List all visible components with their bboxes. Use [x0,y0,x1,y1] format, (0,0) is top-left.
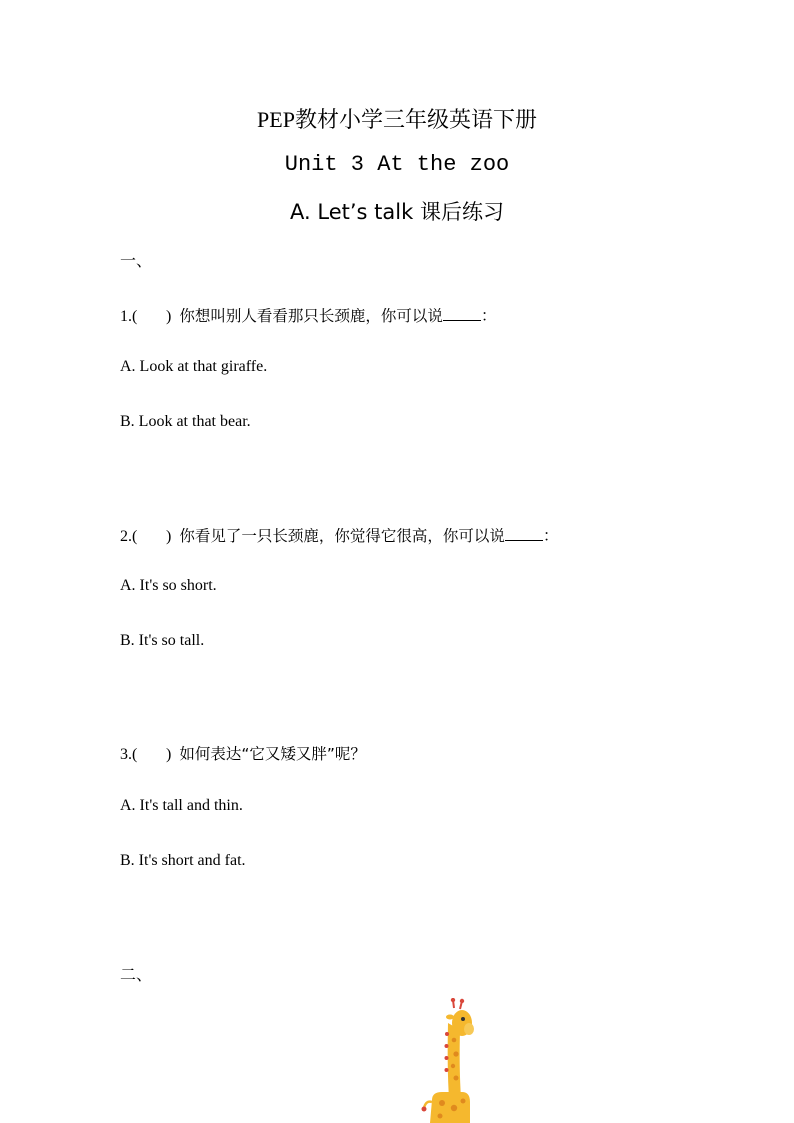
question-3 [120,742,366,764]
paren-close: ) [166,308,172,325]
document-title: PEP教材小学三年级英语下册 [257,107,537,132]
section-two-label: 二、 [120,965,153,984]
question-end: ： [480,308,497,325]
option-a: A. It's so short. [120,577,217,594]
answer-blank [443,319,481,321]
question-2 [120,523,559,546]
answer-paren [137,308,171,326]
option-b: B. It's short and fat. [120,852,246,869]
unit-title: Unit 3 At the zoo [284,152,510,177]
paren-close: ) [166,528,172,545]
answer-blank [505,539,543,541]
paren-close: ) [166,746,172,763]
giraffe-icon [418,998,478,1123]
option-a: A. It's tall and thin. [120,797,243,814]
question-text: 你想叫别人看看那只长颈鹿，你可以说 [179,307,443,325]
question-number: 1.( [120,308,138,325]
lesson-subtitle: A. Let’s talk 课后练习 [290,200,504,224]
question-number: 2.( [120,528,138,545]
answer-paren [137,528,171,546]
option-b: B. It's so tall. [120,632,205,649]
option-b: B. Look at that bear. [120,413,251,430]
answer-paren [137,746,171,764]
question-end: ： [542,528,559,545]
question-1 [120,303,497,326]
section-one-label: 一、 [120,251,153,270]
question-text: 如何表达“它又矮又胖”呢？ [179,745,366,763]
question-text: 你看见了一只长颈鹿，你觉得它很高，你可以说 [179,527,505,545]
option-a: A. Look at that giraffe. [120,358,268,375]
question-number: 3.( [120,746,138,763]
